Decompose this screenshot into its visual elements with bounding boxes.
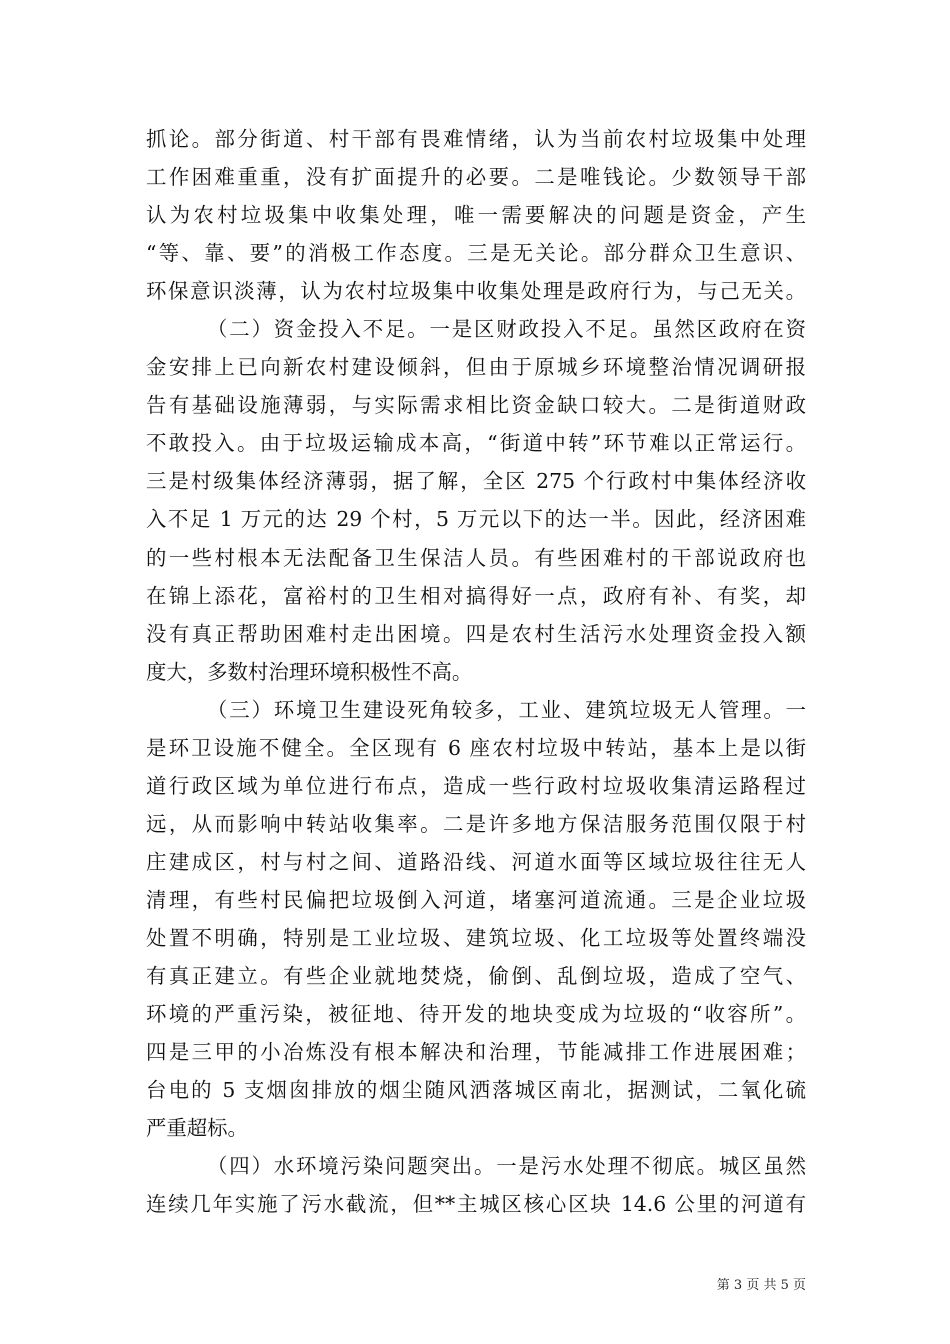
text-line: 庄建成区，村与村之间、道路沿线、河道水面等区域垃圾往往无人 (146, 849, 806, 874)
text-line: 入不足 1 万元的达 29 个村，5 万元以下的达一半。因此，经济困难 (146, 507, 806, 532)
text-line: 连续几年实施了污水截流，但**主城区核心区块 14.6 公里的河道有 (146, 1192, 806, 1217)
text-line: 告有基础设施薄弱，与实际需求相比资金缺口较大。二是街道财政 (146, 393, 806, 418)
paragraph-3 (146, 691, 806, 1148)
text-line: 处置不明确，特别是工业垃圾、建筑垃圾、化工垃圾等处置终端没 (146, 925, 806, 950)
text-line: 抓论。部分街道、村干部有畏难情绪，认为当前农村垃圾集中处理 (146, 127, 806, 151)
body-text (146, 120, 806, 1223)
text-line: （四）水环境污染问题突出。一是污水处理不彻底。城区虽然 (207, 1154, 806, 1179)
text-line: 严重超标。 (146, 1116, 248, 1141)
paragraph-2 (146, 310, 806, 690)
paragraph-4 (146, 1147, 806, 1223)
text-line: 的一些村根本无法配备卫生保洁人员。有些困难村的干部说政府也 (146, 545, 806, 570)
text-line: （三）环境卫生建设死角较多，工业、建筑垃圾无人管理。一 (207, 697, 806, 722)
text-line: 在锦上添花，富裕村的卫生相对搞得好一点，政府有补、有奖，却 (146, 583, 806, 608)
text-line: 工作困难重重，没有扩面提升的必要。二是唯钱论。少数领导干部 (146, 165, 806, 190)
text-line: “等、靠、要”的消极工作态度。三是无关论。部分群众卫生意识、 (146, 241, 806, 266)
text-line: （二）资金投入不足。一是区财政投入不足。虽然区政府在资 (207, 317, 806, 342)
text-line: 是环卫设施不健全。全区现有 6 座农村垃圾中转站，基本上是以街 (146, 735, 806, 760)
text-line: 度大，多数村治理环境积极性不高。 (146, 659, 473, 684)
page-number: 第 3 页 共 5 页 (716, 1278, 806, 1293)
text-line: 金安排上已向新农村建设倾斜，但由于原城乡环境整治情况调研报 (146, 355, 806, 380)
text-line: 远，从而影响中转站收集率。二是许多地方保洁服务范围仅限于村 (146, 811, 806, 836)
paragraph-1 (146, 120, 806, 310)
text-line: 认为农村垃圾集中收集处理，唯一需要解决的问题是资金，产生 (146, 203, 806, 228)
text-line: 道行政区域为单位进行布点，造成一些行政村垃圾收集清运路程过 (146, 773, 806, 798)
text-line: 有真正建立。有些企业就地焚烧，偷倒、乱倒垃圾，造成了空气、 (146, 964, 806, 989)
text-line: 不敢投入。由于垃圾运输成本高，“街道中转”环节难以正常运行。 (146, 431, 806, 456)
text-line: 三是村级集体经济薄弱，据了解，全区 275 个行政村中集体经济收 (146, 469, 806, 494)
text-line: 台电的 5 支烟囱排放的烟尘随风洒落城区南北，据测试，二氧化硫 (146, 1078, 806, 1103)
text-line: 没有真正帮助困难村走出困境。四是农村生活污水处理资金投入额 (146, 621, 806, 646)
text-line: 环保意识淡薄，认为农村垃圾集中收集处理是政府行为，与己无关。 (146, 279, 806, 304)
text-line: 环境的严重污染，被征地、待开发的地块变成为垃圾的“收容所”。 (146, 1002, 806, 1027)
text-line: 清理，有些村民偏把垃圾倒入河道，堵塞河道流通。三是企业垃圾 (146, 887, 806, 912)
text-line: 四是三甲的小冶炼没有根本解决和治理，节能减排工作进展困难； (146, 1040, 806, 1065)
